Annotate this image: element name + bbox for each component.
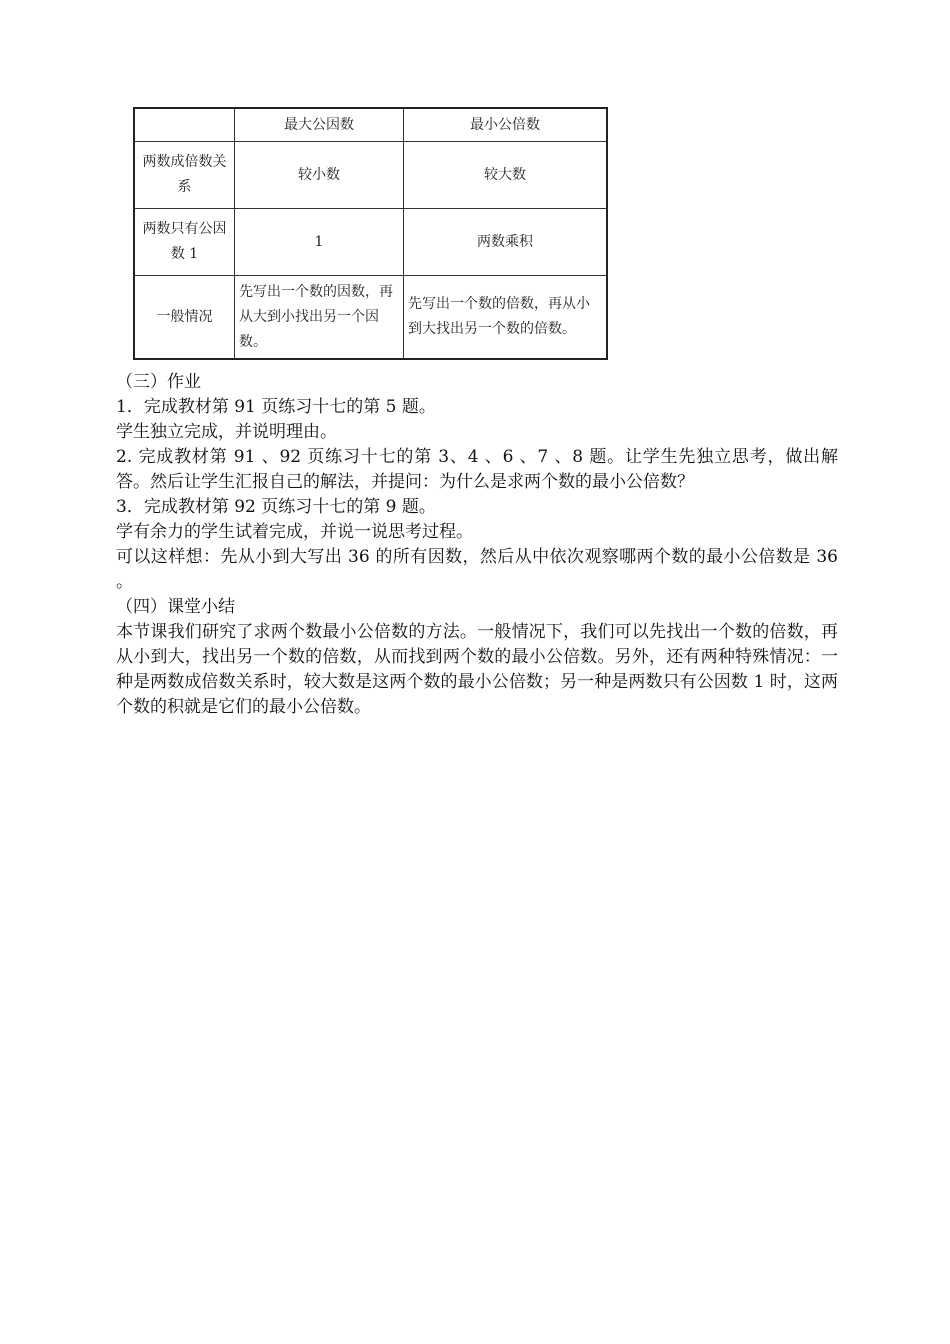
lcm-cell: 两数乘积 — [404, 209, 608, 276]
table-header-cell: 最小公倍数 — [404, 108, 608, 142]
paragraph: 可以这样想：先从小到大写出 36 的所有因数，然后从中依次观察哪两个数的最小公倍数是 36 。 — [116, 547, 838, 592]
lcm-cell: 先写出一个数的倍数，再从小到大找出另一个数的倍数。 — [404, 276, 608, 360]
paragraph: 1．完成教材第 91 页练习十七的第 5 题。 — [116, 397, 436, 417]
row-label-cell: 两数成倍数关系 — [134, 142, 235, 209]
table-row — [134, 276, 607, 360]
paragraph: 2. 完成教材第 91 、92 页练习十七的第 3、4 、6 、7 、8 题。让学生先独立思考，做出解答。然后让学生汇报自己的解法，并提问：为什么是求两个数的最小公倍数？ — [116, 447, 838, 492]
paragraph: 学有余力的学生试着完成，并说一说思考过程。 — [116, 522, 473, 542]
paragraph: 本节课我们研究了求两个数最小公倍数的方法。一般情况下，我们可以先找出一个数的倍数，再从小到大，找出另一个数的倍数，从而找到两个数的最小公倍数。另外，还有两种特殊情况：一种是两数成倍数关系时，较大数是这两个数的最小公倍数；另一种是两数只有公因数 1 时，这两个数的积就是它们的最小公倍数。 — [116, 622, 838, 717]
row-label-cell: 两数只有公因数 1 — [134, 209, 235, 276]
table-row — [134, 209, 607, 276]
gcd-cell: 先写出一个数的因数，再从大到小找出另一个因数。 — [235, 276, 404, 360]
body-text — [116, 370, 838, 720]
paragraph: 学生独立完成，并说明理由。 — [116, 422, 337, 442]
gcd-cell: 1 — [235, 209, 404, 276]
section-heading: （三）作业 — [116, 372, 201, 392]
gcd-lcm-comparison-table — [133, 107, 608, 360]
table-header-cell — [134, 108, 235, 142]
paragraph: 3．完成教材第 92 页练习十七的第 9 题。 — [116, 497, 436, 517]
table-header-row — [134, 108, 607, 142]
section-heading: （四）课堂小结 — [116, 597, 235, 617]
gcd-cell: 较小数 — [235, 142, 404, 209]
table-header-cell: 最大公因数 — [235, 108, 404, 142]
table-row — [134, 142, 607, 209]
lcm-cell: 较大数 — [404, 142, 608, 209]
row-label-cell: 一般情况 — [134, 276, 235, 360]
